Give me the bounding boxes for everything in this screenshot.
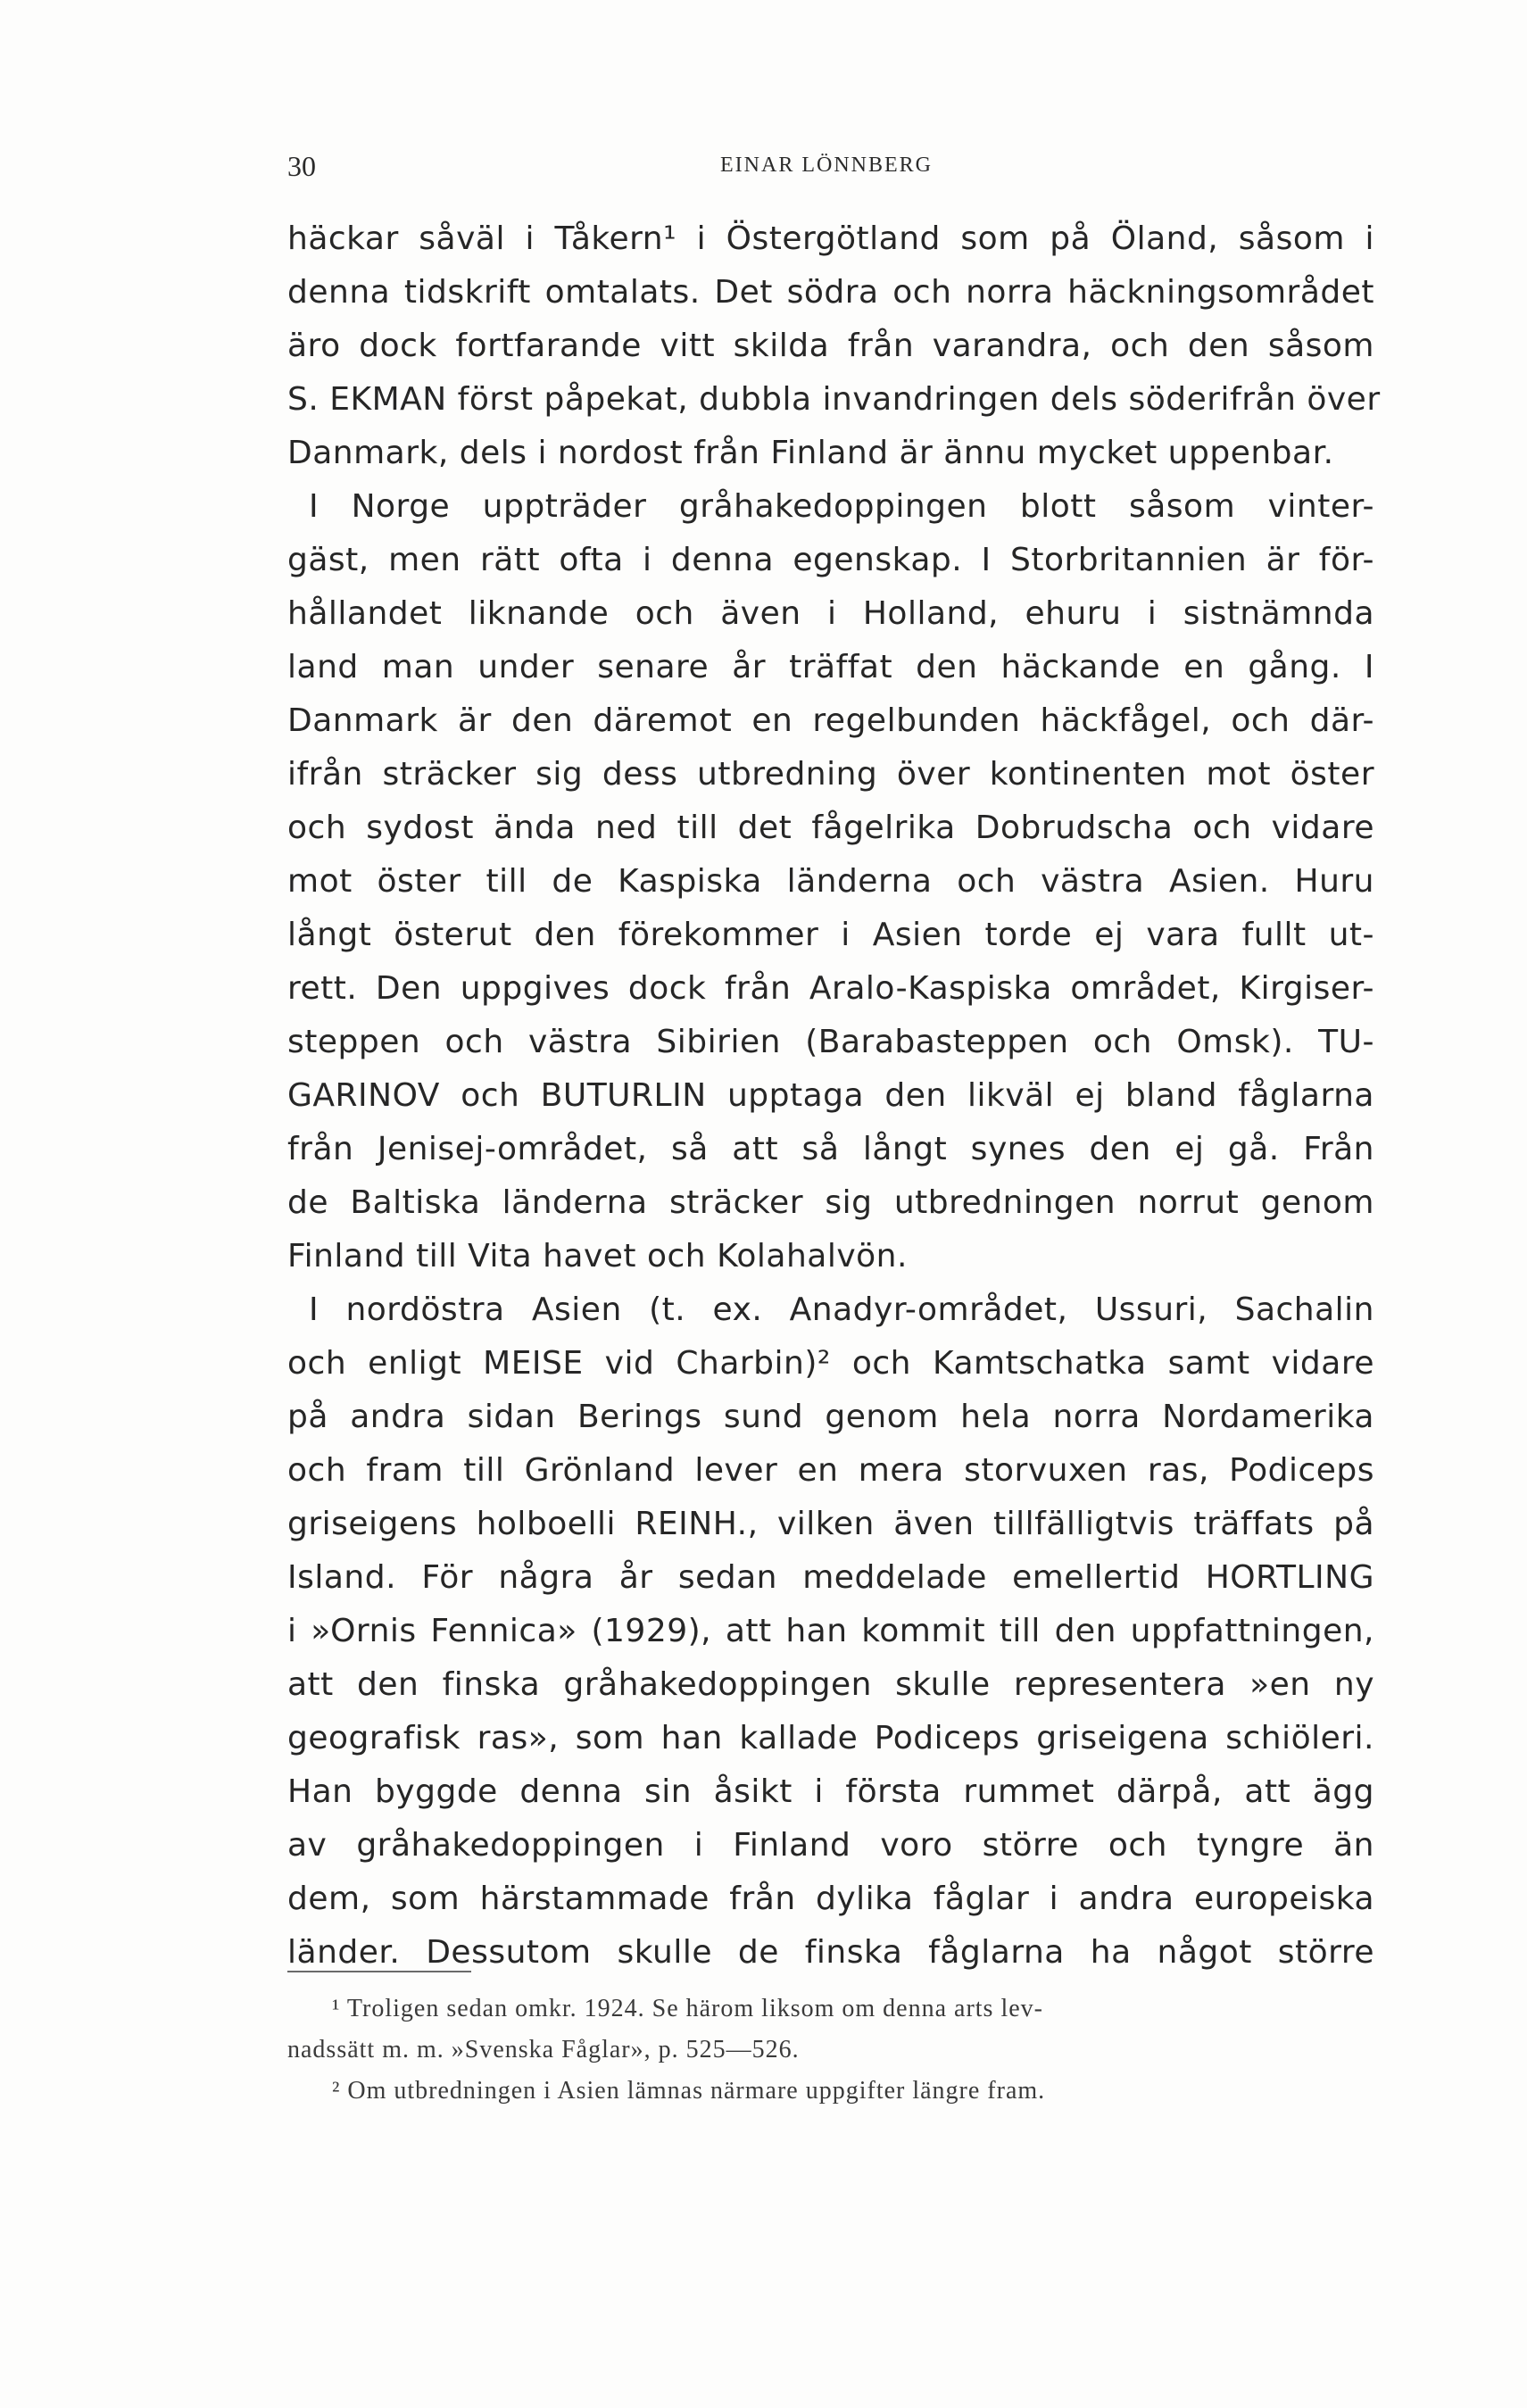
text-line: land man under senare år träffat den häckande en gång. I: [287, 649, 1374, 685]
text-line: från Jenisej-området, så att så långt synes den ej gå. Från: [287, 1131, 1374, 1167]
text-line: de Baltiska länderna sträcker sig utbredningen norrut genom: [287, 1184, 1374, 1221]
text-line: Danmark är den däremot en regelbunden häckfågel, och där-: [287, 702, 1374, 739]
text-line: att den finska gråhakedoppingen skulle representera »en ny: [287, 1666, 1374, 1703]
text-line: ifrån sträcker sig dess utbredning över kontinenten mot öster: [287, 756, 1374, 793]
text-line: och sydost ända ned till det fågelrika Dobrudscha och vidare: [287, 810, 1374, 846]
footnotes: [287, 1989, 1374, 2112]
text-line: Finland till Vita havet och Kolahalvön.: [287, 1238, 908, 1275]
text-line: på andra sidan Berings sund genom hela norra Nordamerika: [287, 1399, 1374, 1435]
text-line: mot öster till de Kaspiska länderna och västra Asien. Huru: [287, 863, 1374, 900]
text-line: S. EKMAN först påpekat, dubbla invandringen dels söderifrån över: [287, 381, 1381, 418]
text-line: dem, som härstammade från dylika fåglar i andra europeiska: [287, 1881, 1374, 1917]
running-header: [287, 150, 1365, 186]
footnote-line: nadssätt m. m. »Svenska Fåglar», p. 525—526.: [287, 2036, 800, 2063]
footnote-divider: [287, 1971, 471, 1972]
text-line: steppen och västra Sibirien (Barabasteppen och Omsk). TU-: [287, 1024, 1374, 1060]
text-line: äro dock fortfarande vitt skilda från varandra, och den såsom: [287, 328, 1374, 364]
running-title: EINAR LÖNNBERG: [720, 154, 933, 177]
text-line: GARINOV och BUTURLIN upptaga den likväl ej bland fåglarna: [287, 1077, 1374, 1114]
footnote-line: ² Om utbredningen i Asien lämnas närmare uppgifter längre fram.: [332, 2077, 1046, 2105]
text-line: och enligt MEISE vid Charbin)² och Kamtschatka samt vidare: [287, 1345, 1374, 1382]
body-text: [287, 212, 1381, 1980]
text-line: denna tidskrift omtalats. Det södra och norra häckningsområdet: [287, 274, 1374, 311]
text-line: geografisk ras», som han kallade Podiceps griseigena schiöleri.: [287, 1720, 1374, 1756]
text-line: I Norge uppträder gråhakedoppingen blott såsom vinter-: [309, 488, 1374, 525]
text-line: rett. Den uppgives dock från Aralo-Kaspiska området, Kirgiser-: [287, 970, 1374, 1007]
text-line: griseigens holboelli REINH., vilken även tillfälligtvis träffats på: [287, 1506, 1374, 1542]
text-line: Island. För några år sedan meddelade emellertid HORTLING: [287, 1559, 1374, 1596]
footnote-line: ¹ Troligen sedan omkr. 1924. Se härom liksom om denna arts lev-: [332, 1995, 1043, 2022]
text-line: gäst, men rätt ofta i denna egenskap. I Storbritannien är för-: [287, 542, 1374, 578]
page-number: 30: [287, 150, 316, 182]
text-line: I nordöstra Asien (t. ex. Anadyr-området, Ussuri, Sachalin: [309, 1291, 1374, 1328]
text-line: i »Ornis Fennica» (1929), att han kommit till den uppfattningen,: [287, 1613, 1374, 1649]
text-line: av gråhakedoppingen i Finland voro större och tyngre än: [287, 1827, 1374, 1864]
text-line: långt österut den förekommer i Asien torde ej vara fullt ut-: [287, 917, 1374, 953]
text-line: hållandet liknande och även i Holland, ehuru i sistnämnda: [287, 595, 1374, 632]
text-line: och fram till Grönland lever en mera storvuxen ras, Podiceps: [287, 1452, 1374, 1489]
text-line: Han byggde denna sin åsikt i första rummet därpå, att ägg: [287, 1773, 1374, 1810]
text-line: länder. Dessutom skulle de finska fåglarna ha något större: [287, 1934, 1374, 1971]
text-line: Danmark, dels i nordost från Finland är ännu mycket uppenbar.: [287, 435, 1334, 471]
text-line: häckar såväl i Tåkern¹ i Östergötland som på Öland, såsom i: [287, 220, 1374, 257]
